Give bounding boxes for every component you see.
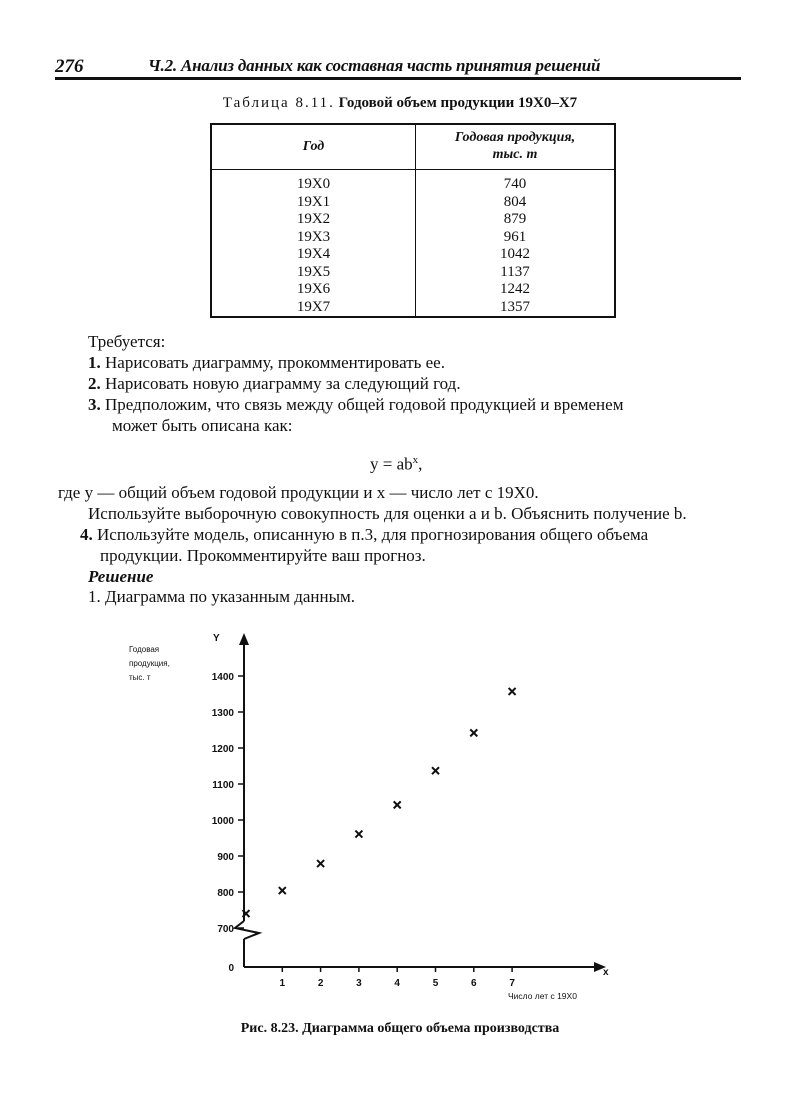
y-tick-label: 0 [228, 963, 234, 974]
x-marker-icon [470, 729, 477, 736]
y-axis-label-line2: продукция, [129, 659, 170, 668]
chart-axes [235, 645, 600, 967]
table-row [211, 229, 615, 247]
solution-heading: Решение [88, 567, 154, 586]
x-marker-icon [355, 831, 362, 838]
data-points [243, 688, 516, 917]
task-number: 1. [88, 353, 101, 372]
y-tick-label: 1300 [211, 708, 234, 719]
value-cell: 804 [503, 193, 527, 210]
production-table [210, 123, 616, 318]
x-marker-icon [317, 860, 324, 867]
value-cell: 879 [503, 211, 527, 227]
task-text: Нарисовать диаграмму, прокомментировать ее. [105, 353, 445, 372]
value-cell: 1042 [500, 246, 530, 262]
chart-svg [100, 625, 640, 1015]
table-row [211, 299, 615, 318]
use-sample-line: Используйте выборочную совокупность для оценки a и b. Объяснить получение b. [88, 504, 687, 523]
value-cell: 1242 [500, 281, 530, 297]
table-row [211, 194, 615, 212]
header-rule [55, 77, 741, 80]
x-tick-label: 2 [317, 978, 324, 989]
figure-caption: Рис. 8.23. Диаграмма общего объема производства [240, 1021, 560, 1036]
task-item-4 [80, 524, 648, 546]
year-cell: 19X3 [211, 229, 416, 247]
value-cell: 1137 [500, 263, 530, 280]
x-tick-label: 1 [279, 978, 286, 989]
y-tick-label: 800 [217, 888, 234, 899]
x-tick-label: 3 [356, 978, 362, 989]
table-row [211, 211, 615, 229]
year-cell: 19X0 [211, 170, 416, 194]
year-cell: 19X4 [211, 246, 416, 264]
table-row [211, 170, 615, 194]
y-tick-label: 900 [217, 852, 234, 863]
task-number: 2. [88, 374, 101, 393]
table-row [211, 264, 615, 282]
value-cell: 1357 [500, 298, 530, 315]
x-ticks [280, 967, 516, 989]
column-header-year: Год [211, 124, 416, 170]
formula [370, 449, 422, 476]
year-cell: 19X7 [211, 299, 416, 318]
column-header-production [416, 124, 616, 170]
year-cell: 19X1 [211, 194, 416, 212]
task-item-1 [88, 352, 445, 374]
column-header-production-unit: тыс. т [492, 147, 538, 162]
task-item-3 [88, 394, 623, 416]
x-marker-icon [432, 767, 439, 774]
table-row [211, 281, 615, 299]
year-cell: 19X6 [211, 281, 416, 299]
table-row [211, 246, 615, 264]
required-heading: Требуется: [88, 332, 166, 351]
table-header-row [211, 124, 615, 170]
x-tick-label: 6 [471, 978, 477, 989]
column-header-production-line1: Годовая продукция, [454, 130, 576, 145]
x-marker-icon [509, 688, 516, 695]
solution-item-1: 1. Диаграмма по указанным данным. [88, 587, 356, 606]
x-tick-label: 7 [509, 978, 515, 989]
x-marker-icon [394, 801, 401, 808]
running-title: Ч.2. Анализ данных как составная часть принятия решений [148, 56, 601, 75]
y-tick-label: 1400 [211, 672, 234, 683]
y-tick-label: 1200 [211, 744, 234, 755]
task-item-2 [88, 373, 461, 395]
task-text: Используйте модель, описанную в п.3, для прогнозирования общего объема [97, 525, 649, 544]
task-text: Предположим, что связь между общей годовой продукцией и временем [105, 395, 624, 414]
task-text: Нарисовать новую диаграмму за следующий год. [105, 374, 461, 393]
y-tick-label: 700 [217, 924, 234, 935]
table-caption [0, 95, 800, 112]
x-axis-label: Число лет с 19X0 [508, 991, 577, 1001]
x-axis-letter: x [603, 967, 609, 978]
scatter-chart [100, 625, 640, 1020]
x-marker-icon [279, 887, 286, 894]
y-axis-label-line3: тыс. т [129, 673, 151, 682]
formula-tail: , [418, 454, 423, 474]
task-number: 4. [80, 525, 93, 544]
value-cell: 961 [503, 228, 527, 245]
page-number: 276 [55, 56, 84, 77]
y-tick-label: 1000 [211, 816, 234, 827]
task-item-4-continuation: продукции. Прокомментируйте ваш прогноз. [100, 546, 426, 565]
year-cell: 19X5 [211, 264, 416, 282]
task-item-3-continuation: может быть описана как: [112, 416, 293, 435]
table-caption-prefix: Таблица 8.11. [222, 95, 335, 111]
y-ticks [212, 672, 244, 974]
table-caption-title: Годовой объем продукции 19X0–X7 [338, 95, 578, 111]
y-axis-letter: Y [213, 633, 220, 644]
formula-base: y = ab [370, 454, 413, 474]
y-axis-label-line1: Годовая [129, 645, 160, 654]
formula-exponent: x [412, 454, 419, 466]
x-tick-label: 5 [432, 978, 439, 989]
where-line: где y — общий объем годовой продукции и x — число лет с 19X0. [58, 483, 539, 502]
year-cell: 19X2 [211, 211, 416, 229]
task-number: 3. [88, 395, 101, 414]
y-tick-label: 1100 [212, 780, 234, 791]
value-cell: 740 [503, 176, 527, 192]
y-axis-arrow-icon [239, 633, 249, 645]
x-tick-label: 4 [394, 978, 400, 989]
